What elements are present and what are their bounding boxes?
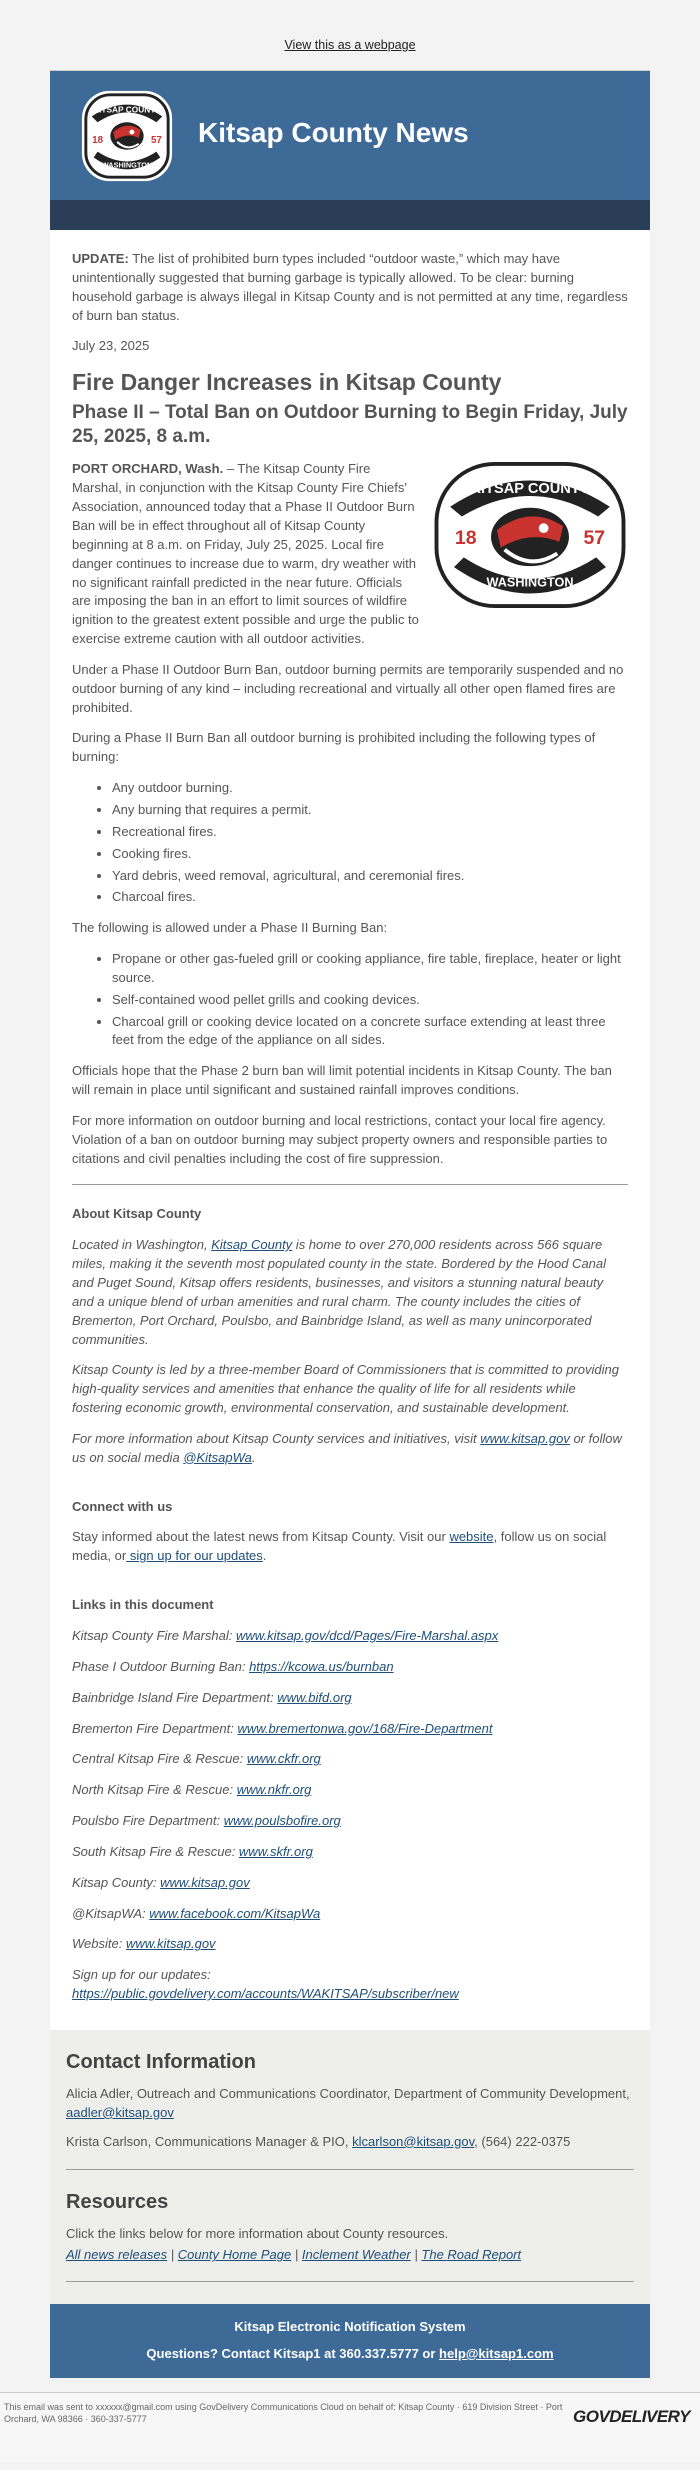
- contact-phone: , (564) 222-0375: [474, 2133, 571, 2149]
- link-url[interactable]: www.facebook.com/KitsapWa: [149, 1905, 321, 1921]
- links-title: Links in this document: [72, 1597, 214, 1613]
- paragraph-6: For more information on outdoor burning and local restrictions, contact your local fire agency. Violation of a ban on outdoor burning may subject property owners and responsible parties to citations and civil penalties including the cost of fire suppression.: [72, 1112, 608, 1166]
- link-row: [72, 1905, 628, 1924]
- kitsapwa-link[interactable]: @KitsapWa: [183, 1449, 252, 1465]
- contact-2: [66, 2133, 634, 2152]
- dateline: PORT ORCHARD, Wash.: [72, 461, 224, 477]
- link-label: Bremerton Fire Department:: [72, 1720, 238, 1736]
- county-home-page-link[interactable]: County Home Page: [177, 2247, 292, 2263]
- link-label: Website:: [72, 1936, 126, 1952]
- link-label: @KitsapWA:: [72, 1905, 150, 1921]
- link-url[interactable]: www.kitsap.gov: [125, 1936, 216, 1952]
- subheadline: Phase II – Total Ban on Outdoor Burning to Begin Friday, July 25, 2025, 8 a.m.: [72, 401, 628, 447]
- large-logo-right-num: 57: [583, 527, 606, 550]
- list-item: • Any outdoor burning.: [112, 779, 628, 798]
- list-item: • Charcoal grill or cooking device located on a concrete surface extending at least three feet from the edge of the appliance on all sides.: [112, 1013, 628, 1051]
- govdelivery-logo: GOVDELIVERY: [573, 2406, 690, 2426]
- large-logo-top-text: KITSAP COUNTY: [470, 481, 590, 498]
- links-list: [72, 1627, 628, 1954]
- about-text: For more information about Kitsap County services and initiatives, visit: [72, 1430, 481, 1446]
- link-url[interactable]: www.kitsap.gov: [160, 1874, 250, 1890]
- connect-text: , follow us on social media, or: [72, 1529, 607, 1564]
- link-row: [72, 1843, 628, 1862]
- view-webpage-link[interactable]: View this as a webpage: [284, 38, 416, 52]
- logo-bottom-text: WASHINGTON: [101, 160, 153, 170]
- links-signup-label: Sign up for our updates:: [72, 1967, 211, 1983]
- link-row: [72, 1874, 628, 1893]
- links-signup-item: [72, 1966, 628, 2004]
- link-url[interactable]: www.poulsbofire.org: [223, 1813, 341, 1829]
- link-label: Kitsap County Fire Marshal:: [72, 1627, 237, 1643]
- contact-2-email-link[interactable]: klcarlson@kitsap.gov: [352, 2133, 475, 2149]
- footer-band: [50, 2304, 650, 2378]
- logo-left-num: 18: [92, 134, 104, 146]
- link-label: Central Kitsap Fire & Rescue:: [72, 1751, 247, 1767]
- headline: Fire Danger Increases in Kitsap County: [72, 369, 502, 396]
- paragraph-5: Officials hope that the Phase 2 burn ban will limit potential incidents in Kitsap County. The ban will remain in place until significant and sustained rainfall improves conditions.: [72, 1063, 612, 1098]
- link-row: [72, 1627, 628, 1646]
- article-content: [50, 230, 650, 2030]
- lead-text: – The Kitsap County Fire Marshal, in conjunction with the Kitsap County Fire Chiefs' Association, announced today that a Phase II Outdoor Burn Ban will be in effect throughout all of Kitsap County beginning at 8 a.m. on Friday, July 25, 2025. Local fire danger continues to increase due to warm, dry weather with no significant rainfall predicted in the near future. Officials are imposing the ban in an effort to limit sources of wildfire ignition to the greatest extent possible and urge the public to exercise extreme caution with all outdoor activities.: [72, 461, 419, 647]
- list-item: • Propane or other gas-fueled grill or cooking appliance, fire table, fireplace, heater or light source.: [112, 950, 628, 988]
- email-container: [50, 70, 650, 2378]
- footer-questions: [60, 2345, 640, 2364]
- link-url[interactable]: https://kcowa.us/burnban: [249, 1658, 394, 1674]
- paragraph-2: Under a Phase II Outdoor Burn Ban, outdoor burning permits are temporarily suspended and no outdoor burning of any kind – including recreational and virtually all other open flamed fires are prohibited.: [72, 661, 624, 715]
- list-item: • Self-contained wood pellet grills and cooking devices.: [112, 991, 628, 1010]
- prohibited-list: [72, 779, 628, 907]
- link-url[interactable]: www.kitsap.gov/dcd/Pages/Fire-Marshal.aspx: [236, 1627, 499, 1643]
- list-item: • Any burning that requires a permit.: [112, 801, 628, 820]
- link-url[interactable]: www.nkfr.org: [236, 1782, 312, 1798]
- about-title: About Kitsap County: [72, 1206, 202, 1222]
- link-label: Kitsap County:: [72, 1874, 161, 1890]
- link-label: Phase I Outdoor Burning Ban:: [72, 1658, 250, 1674]
- paragraph-4: The following is allowed under a Phase II Burning Ban:: [72, 920, 388, 936]
- top-link-bar: [0, 0, 700, 70]
- logo-top-text: KITSAP COUNTY: [93, 104, 161, 115]
- about-text: is home to over 270,000 residents across 566 square miles, making it the seventh most populated county in the state. Bordered by the Hood Canal and Puget Sound, Kitsap offers residents, businesses, and visitors a stunning natural beauty and a unique blend of urban amenities and rural charm. The county includes the cities of Bremerton, Port Orchard, Poulsbo, and Bainbridge Island, as well as many unincorporated communities.: [72, 1237, 607, 1347]
- section-divider: [72, 1184, 628, 1185]
- contact-1-email-link[interactable]: aadler@kitsap.gov: [66, 2104, 174, 2120]
- list-item: • Yard debris, weed removal, agricultural, and ceremonial fires.: [112, 867, 628, 886]
- link-url[interactable]: www.bifd.org: [277, 1689, 352, 1705]
- list-item: • Recreational fires.: [112, 823, 628, 842]
- header-banner: [50, 70, 650, 200]
- resources-title: Resources: [66, 2191, 169, 2214]
- link-row: [72, 1812, 628, 1831]
- help-email-link[interactable]: help@kitsap1.com: [439, 2346, 554, 2361]
- link-label: North Kitsap Fire & Rescue:: [72, 1782, 237, 1798]
- separator: |: [170, 2247, 175, 2263]
- link-url[interactable]: www.skfr.org: [238, 1843, 313, 1859]
- contact-divider: [66, 2169, 634, 2170]
- link-row: [72, 1750, 628, 1769]
- connect-text: Stay informed about the latest news from Kitsap County. Visit our: [72, 1529, 450, 1545]
- links-signup-url[interactable]: https://public.govdelivery.com/accounts/WAKITSAP/subscriber/new: [72, 1986, 459, 2002]
- road-report-link[interactable]: The Road Report: [421, 2247, 522, 2263]
- separator: |: [294, 2247, 299, 2263]
- connect-paragraph: [72, 1528, 628, 1566]
- contact-text: Alicia Adler, Outreach and Communications Coordinator, Department of Community Development,: [66, 2085, 630, 2101]
- contact-1: [66, 2085, 634, 2123]
- update-notice: [72, 250, 628, 325]
- link-row: [72, 1781, 628, 1800]
- contact-section: [50, 2030, 650, 2304]
- bottom-note: This email was sent to xxxxxx@gmail.com using GovDelivery Communications Cloud on behalf of: Kitsap County · 619 Division Street · Port Orchard, WA 98366 · 360-337-5777: [4, 2401, 563, 2424]
- contact-title: Contact Information: [66, 2050, 256, 2073]
- link-row: [72, 1720, 628, 1739]
- signup-link[interactable]: sign up for our updates: [126, 1548, 263, 1564]
- resources-intro: Click the links below for more information about County resources.: [66, 2226, 449, 2242]
- footer-questions-text: Questions? Contact Kitsap1 at 360.337.5777 or: [146, 2346, 440, 2361]
- link-row: [72, 1658, 628, 1677]
- contact-text: Krista Carlson, Communications Manager & PIO,: [66, 2133, 353, 2149]
- link-row: [72, 1689, 628, 1708]
- bottom-bar: [0, 2392, 700, 2462]
- article-date: July 23, 2025: [72, 338, 150, 354]
- update-label: UPDATE:: [72, 251, 129, 266]
- list-item: • Cooking fires.: [112, 845, 628, 864]
- logo-right-num: 57: [150, 134, 162, 146]
- website-link[interactable]: website: [449, 1529, 494, 1545]
- about-text: or follow us on social media: [72, 1430, 622, 1465]
- about-paragraph-2: Kitsap County is led by a three-member Board of Commissioners that is committed to providing high-quality services and amenities that enhance the quality of life for all residents while fostering economic growth, environmental conservation, and sustainable development.: [72, 1362, 619, 1416]
- header-dark-bar: [50, 200, 650, 230]
- kitsap-county-link[interactable]: Kitsap County: [211, 1237, 293, 1253]
- kitsap-seal-icon: [78, 87, 176, 185]
- link-label: South Kitsap Fire & Rescue:: [72, 1843, 239, 1859]
- separator: |: [414, 2247, 418, 2263]
- all-news-releases-link[interactable]: All news releases: [66, 2247, 168, 2263]
- large-logo-bottom-text: WASHINGTON: [486, 576, 574, 591]
- link-url[interactable]: www.ckfr.org: [246, 1751, 321, 1767]
- update-text: The list of prohibited burn types included “outdoor waste,” which may have unintentionally suggested that burning garbage is typically allowed. To be clear: burning household garbage is always illegal in Kitsap County and is not permitted at any time, regardless of burn ban status.: [72, 251, 628, 323]
- resources-divider: [66, 2281, 634, 2282]
- connect-text: .: [262, 1548, 267, 1564]
- header-title: Kitsap County News: [198, 117, 469, 148]
- link-row: [72, 1935, 628, 1954]
- link-url[interactable]: www.bremertonwa.gov/168/Fire-Department: [237, 1720, 493, 1736]
- connect-title: Connect with us: [72, 1498, 173, 1514]
- about-paragraph-1: [72, 1236, 628, 1349]
- resources-links: [66, 2246, 634, 2265]
- link-label: Bainbridge Island Fire Department:: [72, 1689, 278, 1705]
- link-label: Poulsbo Fire Department:: [72, 1813, 224, 1829]
- about-text: Located in Washington,: [72, 1237, 212, 1253]
- allowed-list: [72, 950, 628, 1050]
- footer-system: Kitsap Electronic Notification System: [234, 2319, 466, 2335]
- paragraph-3: During a Phase II Burn Ban all outdoor burning is prohibited including the following types of burning:: [72, 730, 596, 765]
- large-logo-left-num: 18: [454, 527, 477, 550]
- kitsap-seal-large-icon: [432, 460, 628, 610]
- about-text: .: [251, 1449, 256, 1465]
- list-item: • Charcoal fires.: [112, 888, 628, 907]
- inclement-weather-link[interactable]: Inclement Weather: [301, 2247, 411, 2263]
- kitsap-gov-link[interactable]: www.kitsap.gov: [480, 1430, 570, 1446]
- about-paragraph-3: [72, 1430, 628, 1468]
